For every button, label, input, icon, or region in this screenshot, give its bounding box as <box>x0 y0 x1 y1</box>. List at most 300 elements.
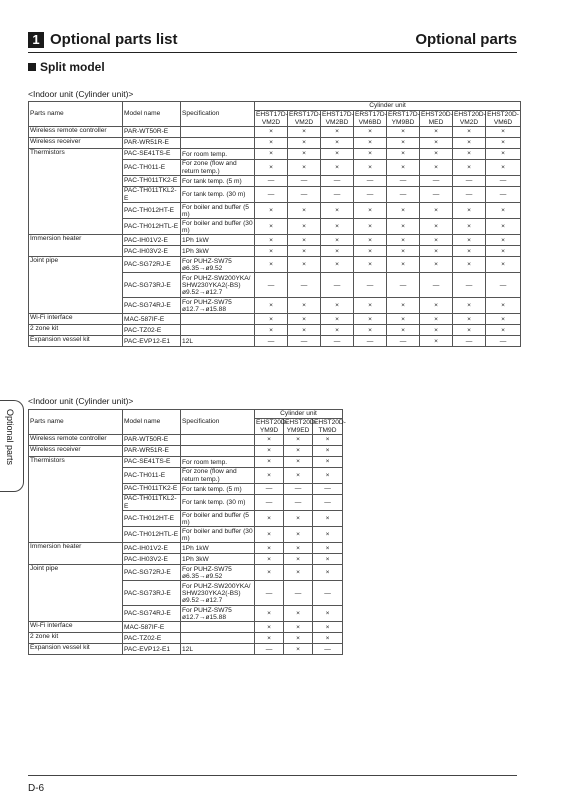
availability-mark: × <box>453 257 486 273</box>
availability-mark: × <box>313 554 343 565</box>
availability-mark: — <box>284 495 313 511</box>
availability-mark: × <box>453 235 486 246</box>
table-row <box>29 622 343 633</box>
availability-mark: — <box>420 187 453 203</box>
part-name-cell: Thermistors <box>29 457 123 543</box>
availability-mark: — <box>387 336 420 347</box>
specification-cell: For room temp. <box>181 149 255 160</box>
availability-mark: — <box>255 273 288 298</box>
availability-mark: × <box>453 203 486 219</box>
availability-mark: × <box>284 554 313 565</box>
specification-cell: For PUHZ-SW200YKA/ SHW230YKA2(-BS) ø9.52→ø12.7 <box>181 273 255 298</box>
specification-cell: For PUHZ-SW75 ø6.35→ø9.52 <box>181 257 255 273</box>
availability-mark: × <box>284 622 313 633</box>
subtitle <box>28 60 105 74</box>
availability-mark: × <box>255 160 288 176</box>
availability-mark: × <box>420 219 453 235</box>
model-name-cell: PAC-IH03V2-E <box>123 554 181 565</box>
availability-mark: × <box>486 325 521 336</box>
availability-mark: × <box>420 160 453 176</box>
availability-mark: — <box>255 336 288 347</box>
availability-mark: × <box>313 468 343 484</box>
availability-mark: × <box>313 457 343 468</box>
availability-mark: — <box>453 187 486 203</box>
availability-mark: × <box>321 257 354 273</box>
availability-mark: × <box>354 127 387 138</box>
header-specification: Specification <box>181 102 255 127</box>
part-name-cell: Expansion vessel kit <box>29 644 123 655</box>
model-name-cell: PAC-SG73RJ-E <box>123 581 181 606</box>
header-unit-model: EHST20D-VM2D <box>454 111 486 126</box>
section-title: Optional parts list <box>50 31 178 48</box>
section-number: 1 <box>28 32 44 48</box>
availability-mark: × <box>288 219 321 235</box>
table-row <box>29 257 521 273</box>
table-row <box>29 644 343 655</box>
availability-mark: × <box>486 257 521 273</box>
header-unit-model: EHST20D-VM6D <box>487 111 519 126</box>
part-name-cell: Thermistors <box>29 149 123 235</box>
model-name-cell: PAC-TZ02-E <box>123 325 181 336</box>
side-tab-label: Optional parts <box>5 409 15 466</box>
availability-mark: × <box>486 298 521 314</box>
header-specification: Specification <box>181 410 255 435</box>
availability-mark: — <box>255 187 288 203</box>
footer-rule <box>28 775 517 776</box>
availability-mark: × <box>387 257 420 273</box>
availability-mark: — <box>313 495 343 511</box>
availability-mark: × <box>255 446 284 457</box>
parts-table-2 <box>28 409 346 655</box>
availability-mark: × <box>420 235 453 246</box>
specification-cell: 12L <box>181 644 255 655</box>
availability-mark: — <box>354 187 387 203</box>
model-name-cell: PAC-SG72RJ-E <box>123 565 181 581</box>
table-row <box>29 314 521 325</box>
availability-mark: × <box>255 435 284 446</box>
specification-cell: For tank temp. (30 m) <box>181 495 255 511</box>
availability-mark: × <box>486 314 521 325</box>
availability-mark: × <box>486 203 521 219</box>
availability-mark: × <box>284 565 313 581</box>
table2-caption: <Indoor unit (Cylinder unit)> <box>28 396 134 406</box>
availability-mark: × <box>387 138 420 149</box>
availability-mark: × <box>486 219 521 235</box>
model-name-cell: PAC-SE41TS-E <box>123 149 181 160</box>
specification-cell: For PUHZ-SW200YKA/ SHW230YKA2(-BS) ø9.52→ø12.7 <box>181 581 255 606</box>
availability-mark: — <box>354 273 387 298</box>
availability-mark: × <box>321 246 354 257</box>
availability-mark: × <box>321 138 354 149</box>
model-name-cell: PAC-SG74RJ-E <box>123 606 181 622</box>
availability-mark: × <box>255 246 288 257</box>
availability-mark: × <box>486 235 521 246</box>
specification-cell: For tank temp. (30 m) <box>181 187 255 203</box>
specification-cell: For zone (flow and return temp.) <box>181 468 255 484</box>
specification-cell: 1Ph 3kW <box>181 554 255 565</box>
availability-mark: × <box>486 149 521 160</box>
availability-mark: × <box>453 298 486 314</box>
header-unit-model: EHST17D-VM2D <box>256 111 288 126</box>
header-unit-model: EHST17D-VM2BD <box>322 111 354 126</box>
model-name-cell: PAC-TH012HT-E <box>123 511 181 527</box>
model-name-cell: PAC-SE41TS-E <box>123 457 181 468</box>
availability-mark: × <box>420 127 453 138</box>
table-row <box>29 325 521 336</box>
availability-mark: × <box>420 314 453 325</box>
specification-cell <box>181 435 255 446</box>
availability-mark: × <box>321 160 354 176</box>
availability-mark: × <box>288 235 321 246</box>
availability-mark: — <box>453 336 486 347</box>
specification-cell <box>181 325 255 336</box>
availability-mark: — <box>354 176 387 187</box>
availability-mark: × <box>453 314 486 325</box>
table-row <box>29 149 521 160</box>
availability-mark: × <box>288 298 321 314</box>
availability-mark: × <box>288 160 321 176</box>
availability-mark: × <box>284 644 313 655</box>
availability-mark: × <box>420 257 453 273</box>
availability-mark: × <box>354 203 387 219</box>
availability-mark: × <box>420 149 453 160</box>
specification-cell: For PUHZ-SW75 ø6.35→ø9.52 <box>181 565 255 581</box>
model-name-cell: PAC-TZ02-E <box>123 633 181 644</box>
availability-mark: × <box>284 633 313 644</box>
availability-mark: × <box>354 314 387 325</box>
specification-cell: For boiler and buffer (5 m) <box>181 203 255 219</box>
header-unit-model: EHST20D-TM9D <box>314 419 346 434</box>
availability-mark: × <box>284 468 313 484</box>
specification-cell: For PUHZ-SW75 ø12.7→ø15.88 <box>181 298 255 314</box>
availability-mark: × <box>387 219 420 235</box>
availability-mark: × <box>321 127 354 138</box>
availability-mark: × <box>321 325 354 336</box>
availability-mark: — <box>420 176 453 187</box>
availability-mark: × <box>387 127 420 138</box>
table-row <box>29 235 521 246</box>
availability-mark: — <box>387 176 420 187</box>
specification-cell: For PUHZ-SW75 ø12.7→ø15.88 <box>181 606 255 622</box>
specification-cell: 1Ph 1kW <box>181 543 255 554</box>
availability-mark: — <box>453 273 486 298</box>
availability-mark: × <box>453 325 486 336</box>
availability-mark: × <box>420 246 453 257</box>
availability-mark: × <box>354 219 387 235</box>
availability-mark: × <box>284 527 313 543</box>
header-unit-model: EHST20D-YM9D <box>256 419 288 434</box>
table-row <box>29 336 521 347</box>
availability-mark: × <box>313 511 343 527</box>
specification-cell: For boiler and buffer (30 m) <box>182 219 253 234</box>
availability-mark: × <box>313 633 343 644</box>
availability-mark: × <box>313 622 343 633</box>
model-name-cell: PAC-TH011TKL2-E <box>123 495 181 511</box>
model-name-cell: PAR-WT50R-E <box>123 435 181 446</box>
specification-cell <box>181 622 255 633</box>
availability-mark: × <box>284 543 313 554</box>
availability-mark: × <box>255 325 288 336</box>
model-name-cell: PAC-EVP12-E1 <box>123 644 181 655</box>
availability-mark: — <box>321 176 354 187</box>
table-row <box>29 446 343 457</box>
model-name-cell: PAC-EVP12-E1 <box>123 336 181 347</box>
availability-mark: × <box>387 298 420 314</box>
table-row <box>29 543 343 554</box>
availability-mark: × <box>387 325 420 336</box>
availability-mark: × <box>255 622 284 633</box>
availability-mark: — <box>255 176 288 187</box>
model-name-cell: PAC-TH012HTL-E <box>123 219 181 235</box>
availability-mark: × <box>313 527 343 543</box>
table-row <box>29 457 343 468</box>
availability-mark: × <box>255 127 288 138</box>
availability-mark: — <box>486 187 521 203</box>
availability-mark: — <box>288 273 321 298</box>
availability-mark: × <box>453 219 486 235</box>
availability-mark: × <box>255 511 284 527</box>
table-row <box>29 435 343 446</box>
availability-mark: × <box>387 160 420 176</box>
model-name-cell: PAR-WR51R-E <box>123 138 181 149</box>
availability-mark: × <box>255 203 288 219</box>
availability-mark: — <box>486 336 521 347</box>
availability-mark: × <box>354 235 387 246</box>
model-name-cell: PAC-SG73RJ-E <box>123 273 181 298</box>
header-parts-name: Parts name <box>29 410 123 435</box>
availability-mark: × <box>354 149 387 160</box>
specification-cell <box>181 314 255 325</box>
availability-mark: × <box>255 543 284 554</box>
availability-mark: — <box>288 176 321 187</box>
availability-mark: — <box>313 484 343 495</box>
availability-mark: × <box>486 127 521 138</box>
availability-mark: × <box>255 138 288 149</box>
model-name-cell: PAC-TH011TKL2-E <box>123 187 181 203</box>
availability-mark: × <box>354 325 387 336</box>
availability-mark: × <box>321 314 354 325</box>
availability-mark: × <box>453 149 486 160</box>
part-name-cell: Wi-Fi interface <box>29 622 123 633</box>
availability-mark: × <box>255 468 284 484</box>
availability-mark: × <box>284 606 313 622</box>
availability-mark: × <box>255 149 288 160</box>
model-name-cell: MAC-587IF-E <box>123 314 181 325</box>
page-number: D-6 <box>28 783 45 794</box>
part-name-cell: Joint pipe <box>29 257 123 314</box>
model-name-cell: PAR-WT50R-E <box>123 127 181 138</box>
availability-mark: × <box>420 298 453 314</box>
model-name-cell: PAC-IH01V2-E <box>123 235 181 246</box>
availability-mark: × <box>354 138 387 149</box>
header-unit-model: ERST17D-YM9BD <box>388 111 420 126</box>
availability-mark: × <box>255 257 288 273</box>
availability-mark: × <box>354 298 387 314</box>
specification-cell: 1Ph 3kW <box>181 246 255 257</box>
specification-cell: 1Ph 1kW <box>181 235 255 246</box>
availability-mark: — <box>313 581 343 606</box>
model-name-cell: PAC-IH03V2-E <box>123 246 181 257</box>
availability-mark: × <box>288 325 321 336</box>
availability-mark: — <box>313 644 343 655</box>
header-unit-group: Cylinder unit <box>255 410 343 419</box>
model-name-cell: PAC-TH012HT-E <box>123 203 181 219</box>
availability-mark: × <box>420 336 453 347</box>
availability-mark: — <box>321 187 354 203</box>
table1-caption: <Indoor unit (Cylinder unit)> <box>28 89 134 99</box>
availability-mark: × <box>354 160 387 176</box>
availability-mark: × <box>354 257 387 273</box>
part-name-cell: Wi-Fi interface <box>29 314 123 325</box>
specification-cell <box>181 633 255 644</box>
availability-mark: — <box>288 336 321 347</box>
table-row <box>29 138 521 149</box>
header-parts-name: Parts name <box>29 102 123 127</box>
availability-mark: × <box>453 246 486 257</box>
availability-mark: — <box>284 484 313 495</box>
availability-mark: × <box>354 246 387 257</box>
specification-cell: For tank temp. (5 m) <box>181 176 255 187</box>
availability-mark: — <box>387 187 420 203</box>
model-name-cell: PAC-SG72RJ-E <box>123 257 181 273</box>
header-unit-model: ERST17D-VM6BD <box>355 111 387 126</box>
availability-mark: — <box>255 495 284 511</box>
availability-mark: × <box>255 235 288 246</box>
availability-mark: × <box>255 457 284 468</box>
model-name-cell: MAC-587IF-E <box>123 622 181 633</box>
availability-mark: × <box>284 457 313 468</box>
availability-mark: × <box>387 246 420 257</box>
header-model-name: Model name <box>123 410 181 435</box>
header-unit-group: Cylinder unit <box>255 102 521 111</box>
availability-mark: — <box>486 176 521 187</box>
specification-cell <box>181 127 255 138</box>
header-rule <box>28 52 517 53</box>
model-name-cell: PAC-TH011TK2-E <box>123 484 181 495</box>
availability-mark: — <box>354 336 387 347</box>
availability-mark: × <box>420 138 453 149</box>
availability-mark: × <box>255 633 284 644</box>
availability-mark: × <box>288 246 321 257</box>
availability-mark: × <box>288 314 321 325</box>
table-row <box>29 633 343 644</box>
availability-mark: × <box>255 554 284 565</box>
specification-cell: 12L <box>181 336 255 347</box>
availability-mark: × <box>453 160 486 176</box>
availability-mark: — <box>321 273 354 298</box>
availability-mark: × <box>453 127 486 138</box>
part-name-cell: Immersion heater <box>29 543 123 565</box>
availability-mark: × <box>284 446 313 457</box>
specification-cell <box>181 138 255 149</box>
availability-mark: × <box>288 149 321 160</box>
availability-mark: × <box>255 298 288 314</box>
chapter-title: Optional parts <box>415 31 517 48</box>
availability-mark: — <box>288 187 321 203</box>
part-name-cell: Expansion vessel kit <box>29 336 123 347</box>
model-name-cell: PAC-TH012HTL-E <box>123 527 181 543</box>
model-name-cell: PAC-SG74RJ-E <box>123 298 181 314</box>
availability-mark: × <box>486 160 521 176</box>
model-name-cell: PAR-WR51R-E <box>123 446 181 457</box>
availability-mark: × <box>255 314 288 325</box>
header-unit-model: ERST17D-VM2D <box>289 111 321 126</box>
availability-mark: × <box>313 435 343 446</box>
availability-mark: — <box>453 176 486 187</box>
page-header <box>28 31 517 51</box>
availability-mark: × <box>284 511 313 527</box>
availability-mark: × <box>284 435 313 446</box>
availability-mark: × <box>313 446 343 457</box>
availability-mark: × <box>321 203 354 219</box>
availability-mark: × <box>288 257 321 273</box>
availability-mark: — <box>420 273 453 298</box>
header-unit-model: EHST20D-MED <box>421 111 453 126</box>
availability-mark: — <box>255 581 284 606</box>
specification-cell: For tank temp. (5 m) <box>181 484 255 495</box>
part-name-cell: Wireless receiver <box>29 138 123 149</box>
availability-mark: × <box>321 219 354 235</box>
part-name-cell: 2 zone kit <box>29 325 123 336</box>
availability-mark: × <box>321 149 354 160</box>
availability-mark: × <box>321 298 354 314</box>
availability-mark: × <box>453 138 486 149</box>
model-name-cell: PAC-IH01V2-E <box>123 543 181 554</box>
part-name-cell: Wireless remote controller <box>29 127 123 138</box>
availability-mark: × <box>387 235 420 246</box>
availability-mark: × <box>255 565 284 581</box>
availability-mark: — <box>255 644 284 655</box>
availability-mark: × <box>387 203 420 219</box>
part-name-cell: 2 zone kit <box>29 633 123 644</box>
availability-mark: × <box>255 606 284 622</box>
availability-mark: — <box>387 273 420 298</box>
availability-mark: — <box>486 273 521 298</box>
availability-mark: × <box>288 138 321 149</box>
table-row <box>29 127 521 138</box>
availability-mark: × <box>387 314 420 325</box>
specification-cell: For boiler and buffer (30 m) <box>182 527 253 542</box>
header-model-name: Model name <box>123 102 181 127</box>
part-name-cell: Wireless remote controller <box>29 435 123 446</box>
table-row <box>29 565 343 581</box>
part-name-cell: Wireless receiver <box>29 446 123 457</box>
availability-mark: × <box>255 527 284 543</box>
availability-mark: × <box>387 149 420 160</box>
part-name-cell: Immersion heater <box>29 235 123 257</box>
availability-mark: × <box>288 203 321 219</box>
availability-mark: × <box>288 127 321 138</box>
side-tab <box>0 400 24 492</box>
model-name-cell: PAC-TH011-E <box>123 468 181 484</box>
availability-mark: — <box>255 484 284 495</box>
square-bullet-icon <box>28 63 36 71</box>
header-unit-model: EHST20D-YM9ED <box>285 419 317 434</box>
model-name-cell: PAC-TH011-E <box>123 160 181 176</box>
part-name-cell: Joint pipe <box>29 565 123 622</box>
availability-mark: × <box>313 606 343 622</box>
availability-mark: × <box>321 235 354 246</box>
availability-mark: × <box>420 325 453 336</box>
availability-mark: — <box>321 336 354 347</box>
availability-mark: × <box>486 246 521 257</box>
specification-cell: For boiler and buffer (5 m) <box>181 511 255 527</box>
specification-cell <box>181 446 255 457</box>
availability-mark: × <box>255 219 288 235</box>
availability-mark: — <box>284 581 313 606</box>
availability-mark: × <box>486 138 521 149</box>
specification-cell: For room temp. <box>181 457 255 468</box>
